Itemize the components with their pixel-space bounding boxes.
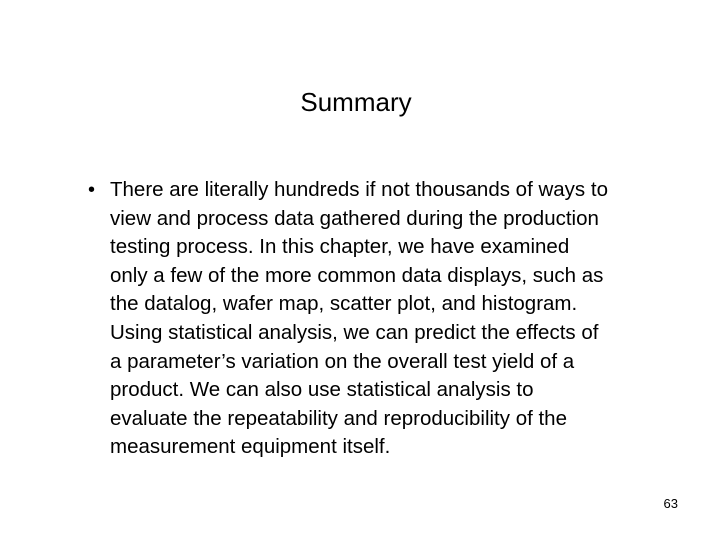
bullet-line: measurement equipment itself. — [110, 435, 391, 459]
bullet-line: only a few of the more common data displays, such as — [110, 263, 604, 287]
bullet-line: the datalog, wafer map, scatter plot, and histogram. — [110, 292, 578, 316]
page-number: 63 — [663, 496, 678, 511]
summary-bullet — [88, 176, 698, 462]
bullet-line: evaluate the repeatability and reproducibility of the — [110, 406, 567, 430]
bullet-icon: • — [88, 179, 96, 201]
bullet-line: testing process. In this chapter, we have examined — [110, 235, 570, 259]
bullet-line: product. We can also use statistical analysis to — [110, 378, 534, 402]
bullet-line: Using statistical analysis, we can predict the effects of — [110, 320, 599, 344]
bullet-paragraph — [110, 176, 698, 462]
slide-title: Summary — [300, 87, 412, 117]
bullet-line: There are literally hundreds if not thousands of ways to — [110, 178, 608, 201]
bullet-line: view and process data gathered during the production — [110, 206, 599, 230]
bullet-line: a parameter’s variation on the overall test yield of a — [110, 349, 575, 373]
